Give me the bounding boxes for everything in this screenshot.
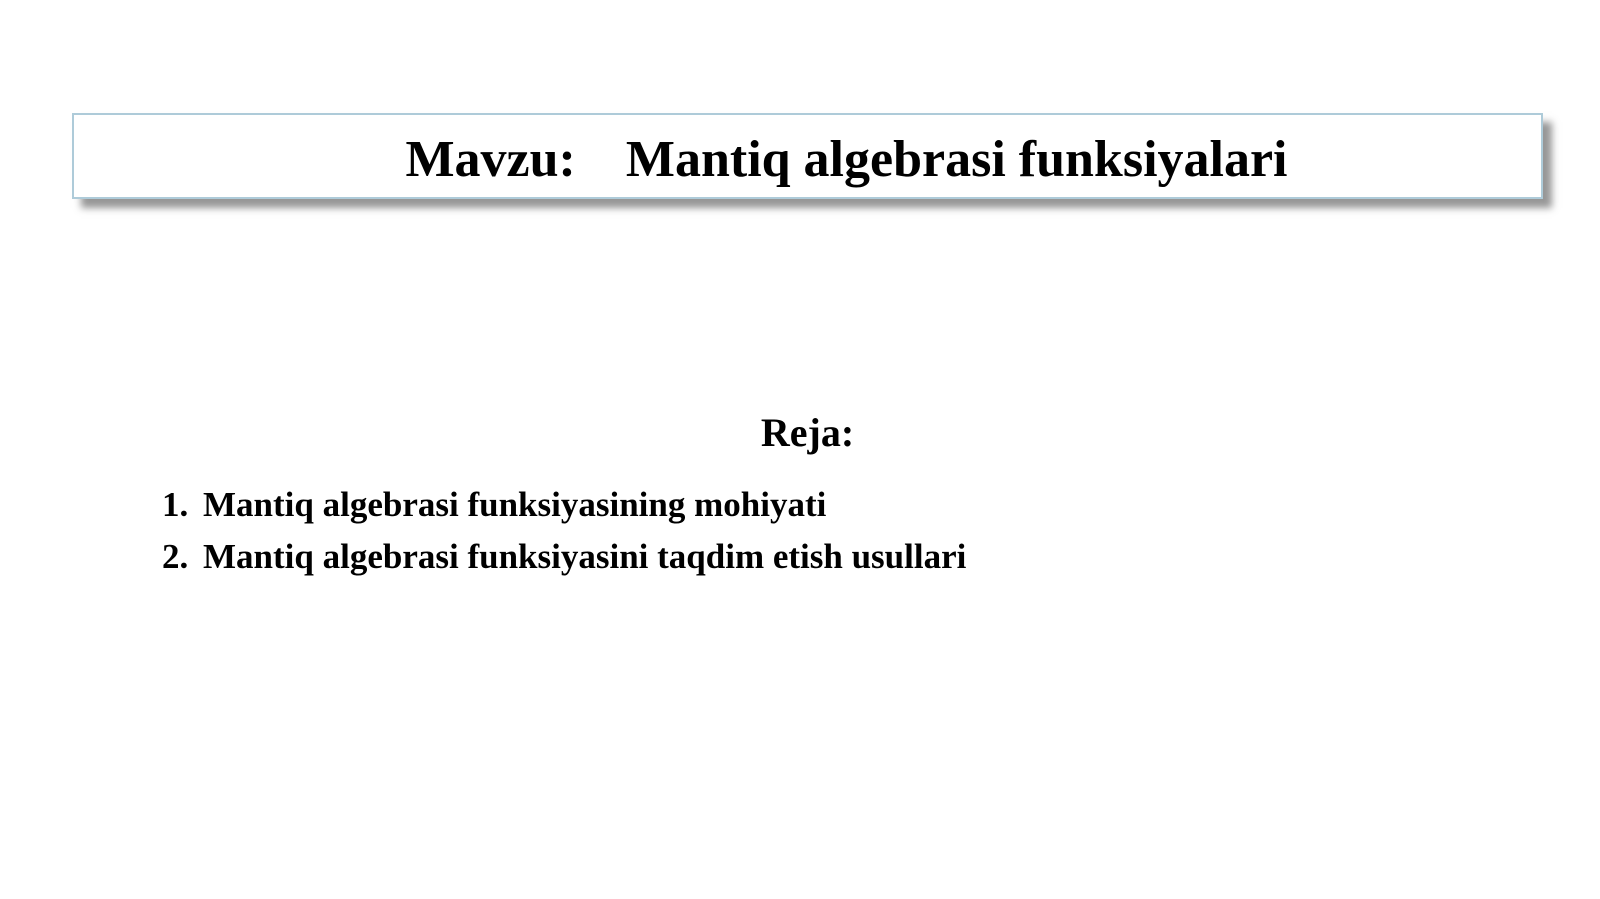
list-item-number: 2. bbox=[162, 537, 189, 576]
agenda-list bbox=[162, 479, 966, 583]
slide-title bbox=[327, 71, 1287, 248]
list-item-number: 1. bbox=[162, 485, 189, 524]
title-label: Mavzu: bbox=[405, 130, 576, 188]
slide-title-box bbox=[72, 113, 1543, 199]
list-item bbox=[162, 531, 966, 583]
title-text: Mantiq algebrasi funksiyalari bbox=[625, 130, 1288, 188]
list-item-text: Mantiq algebrasi funksiyasining mohiyati bbox=[203, 485, 827, 524]
list-item bbox=[162, 479, 966, 531]
list-item-text: Mantiq algebrasi funksiyasini taqdim etish usullari bbox=[203, 537, 967, 576]
agenda-heading: Reja: bbox=[760, 410, 855, 455]
